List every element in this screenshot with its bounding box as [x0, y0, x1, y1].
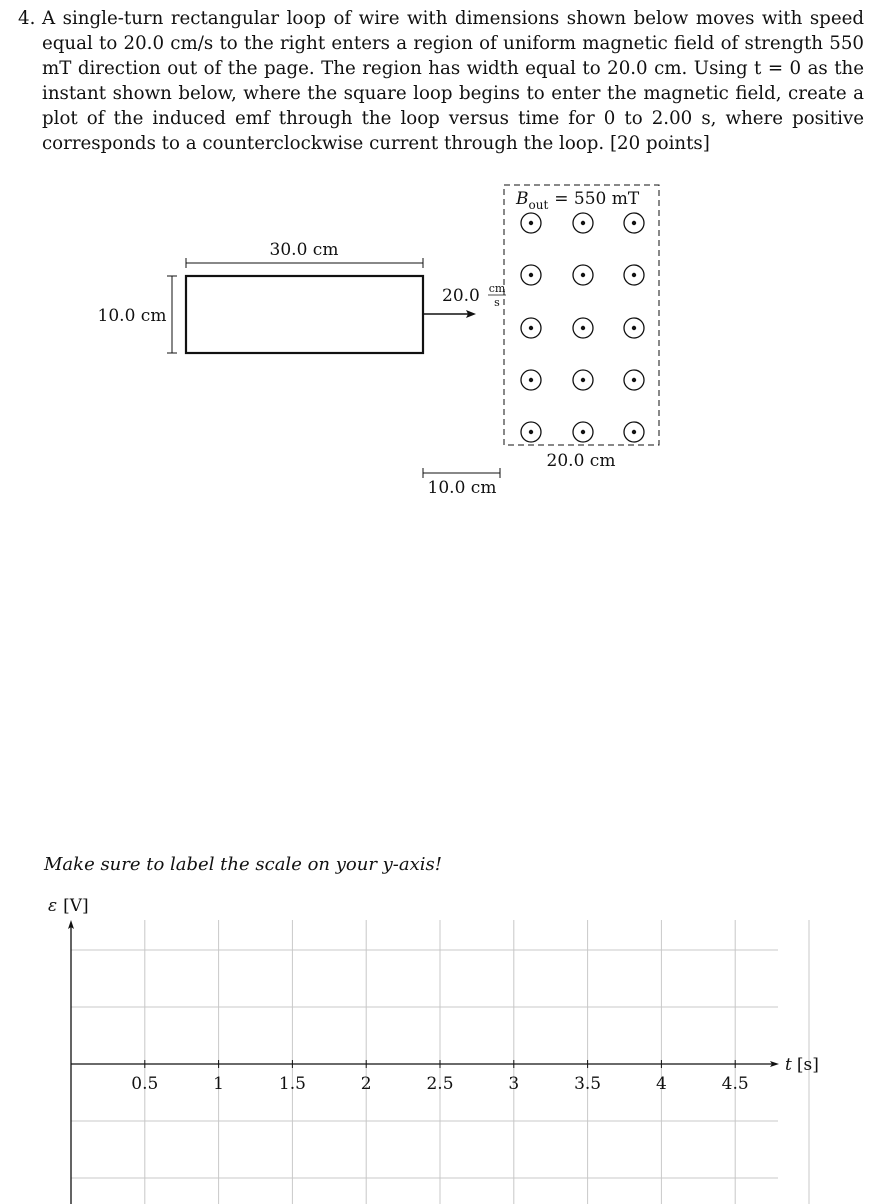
field-out-icon — [624, 370, 644, 390]
field-out-icon — [624, 213, 644, 233]
field-out-icon — [521, 318, 541, 338]
graph-prompt: Make sure to label the scale on your y-axis! — [44, 854, 443, 875]
x-tick-label: 3 — [508, 1074, 520, 1094]
gap-dimension — [423, 468, 500, 478]
x-tick-label: 2.5 — [426, 1074, 454, 1094]
field-out-icon — [521, 422, 541, 442]
loop-field-figure — [0, 0, 890, 520]
x-axis — [71, 1061, 779, 1067]
x-tick-label: 4 — [655, 1074, 667, 1094]
problem-number: 4. — [18, 8, 36, 29]
field-out-icon — [573, 213, 593, 233]
field-dot-grid — [521, 213, 644, 442]
speed-unit-denominator: s — [494, 296, 500, 309]
speed-value: 20.0 — [442, 286, 480, 306]
loop-length-label: 30.0 cm — [269, 240, 339, 260]
x-axis-unit: [s] — [796, 1055, 819, 1075]
x-tick-label: 1.5 — [278, 1074, 306, 1094]
y-axis-unit: [V] — [63, 896, 89, 916]
gap-label: 10.0 cm — [427, 478, 497, 498]
x-axis-label — [785, 1055, 819, 1075]
region-width-label: 20.0 cm — [546, 451, 616, 471]
x-tick-label: 0.5 — [131, 1074, 159, 1094]
x-tick-label: 4.5 — [721, 1074, 749, 1094]
field-out-icon — [521, 213, 541, 233]
field-out-icon — [573, 370, 593, 390]
x-tick-label: 1 — [213, 1074, 225, 1094]
speed-unit-numerator: cm — [488, 282, 506, 295]
field-out-icon — [624, 422, 644, 442]
problem-text: A single-turn rectangular loop of wire with dimensions shown below moves with speed equal to 20.0 cm/s to the right enters a region of uniform magnetic field of strength 550 mT direction out of the page. The region has width equal to 20.0 cm. Using t = 0 as the instant shown below, where the square loop begins to enter the magnetic field, create a plot of the induced emf through the loop versus time for 0 to 2.00 s, where positive corresponds to a counterclockwise current through the loop. [20 points] — [42, 8, 864, 154]
field-out-icon — [521, 370, 541, 390]
y-axis-label — [48, 896, 89, 916]
field-out-icon — [521, 265, 541, 285]
x-axis-symbol: t — [785, 1055, 792, 1075]
field-subscript: out — [528, 198, 549, 212]
x-tick-labels — [131, 1060, 748, 1094]
y-axis-symbol: ε — [48, 896, 58, 916]
emf-graph — [0, 884, 890, 1204]
velocity-arrow — [423, 310, 476, 318]
field-out-icon — [573, 318, 593, 338]
x-tick-label: 2 — [360, 1074, 372, 1094]
field-out-icon — [573, 265, 593, 285]
x-tick-label: 3.5 — [574, 1074, 602, 1094]
wire-loop — [186, 276, 423, 353]
loop-height-dimension — [167, 276, 177, 353]
field-out-icon — [624, 318, 644, 338]
y-axis — [68, 920, 74, 1204]
field-out-icon — [624, 265, 644, 285]
field-value: = 550 mT — [554, 189, 640, 209]
field-symbol: B — [516, 189, 529, 209]
field-out-icon — [573, 422, 593, 442]
loop-height-label: 10.0 cm — [97, 306, 167, 326]
